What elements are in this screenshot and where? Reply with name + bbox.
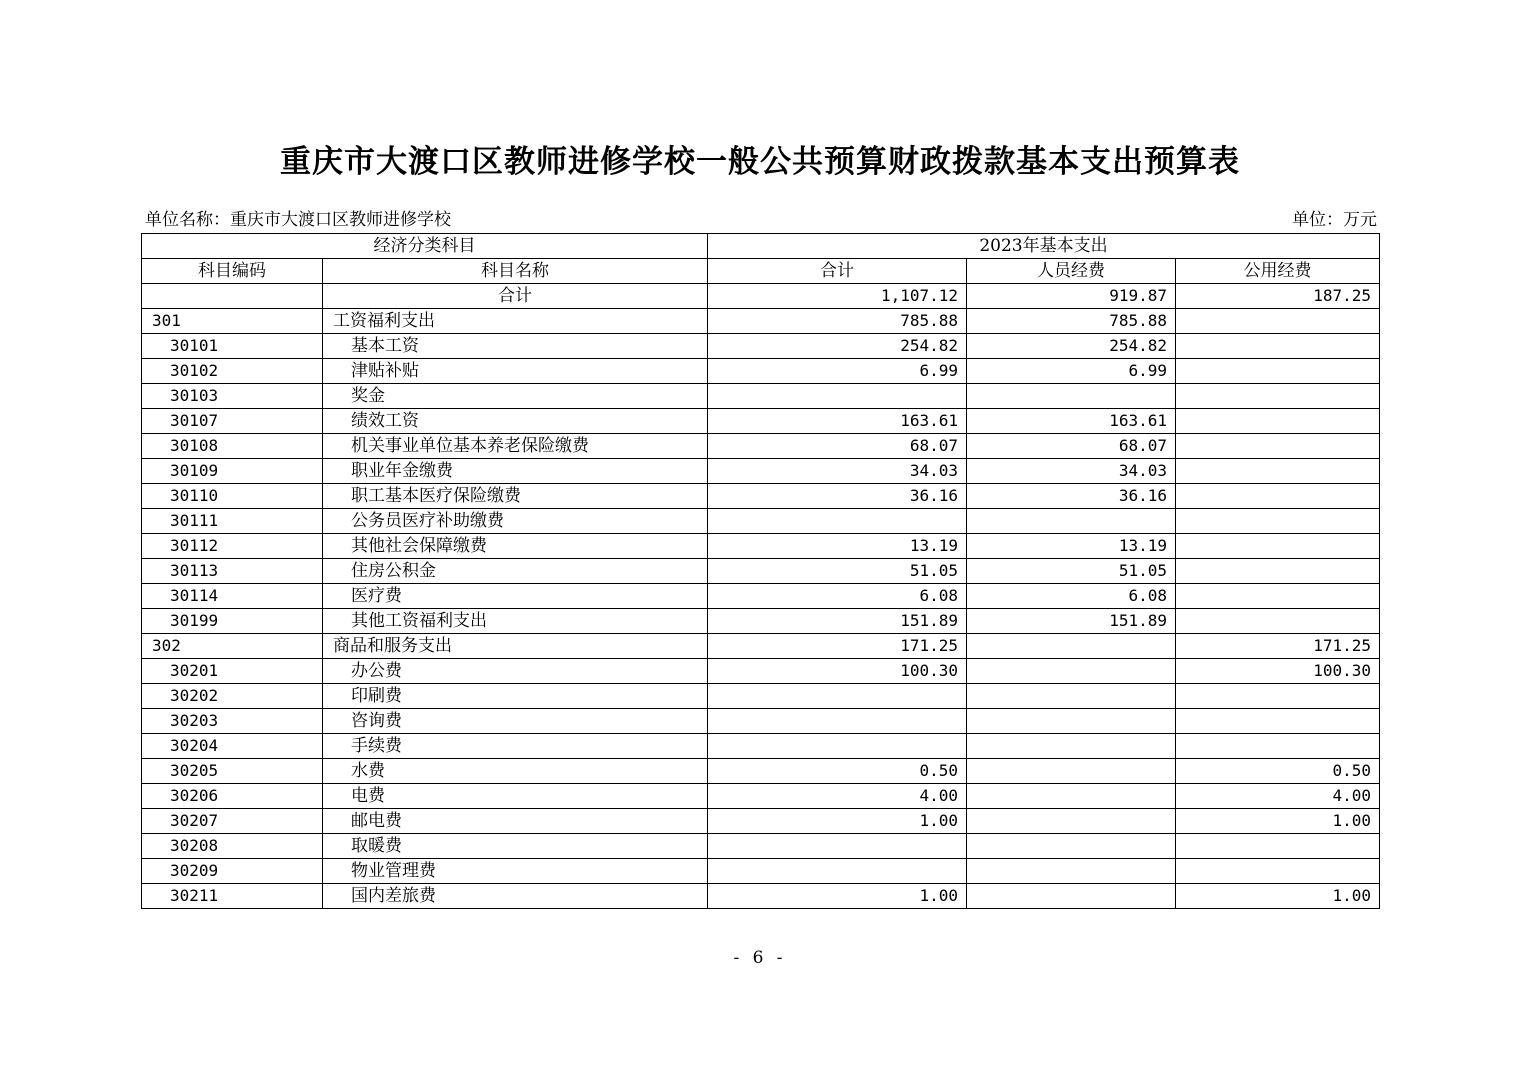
row-public-expense bbox=[1176, 584, 1380, 609]
table-row bbox=[142, 609, 1380, 634]
row-personnel-expense bbox=[967, 634, 1176, 659]
row-subject-name: 商品和服务支出 bbox=[323, 634, 708, 659]
row-personnel-expense: 6.99 bbox=[967, 359, 1176, 384]
table-row bbox=[142, 359, 1380, 384]
row-total: 51.05 bbox=[708, 559, 967, 584]
row-subject-name: 取暖费 bbox=[323, 834, 708, 859]
row-subject-name: 津贴补贴 bbox=[323, 359, 708, 384]
row-personnel-expense: 151.89 bbox=[967, 609, 1176, 634]
row-total: 1.00 bbox=[708, 884, 967, 909]
row-total: 4.00 bbox=[708, 784, 967, 809]
row-subject-code: 30113 bbox=[142, 559, 323, 584]
row-subject-name: 咨询费 bbox=[323, 709, 708, 734]
row-subject-name: 职业年金缴费 bbox=[323, 459, 708, 484]
row-subject-name: 医疗费 bbox=[323, 584, 708, 609]
row-total: 0.50 bbox=[708, 759, 967, 784]
table-row bbox=[142, 584, 1380, 609]
row-total: 151.89 bbox=[708, 609, 967, 634]
row-total: 6.99 bbox=[708, 359, 967, 384]
row-subject-name: 公务员医疗补助缴费 bbox=[323, 509, 708, 534]
row-subject-code: 30204 bbox=[142, 734, 323, 759]
row-total bbox=[708, 834, 967, 859]
row-total: 68.07 bbox=[708, 434, 967, 459]
row-total: 171.25 bbox=[708, 634, 967, 659]
row-public-expense bbox=[1176, 484, 1380, 509]
header-public-expense: 公用经费 bbox=[1176, 259, 1380, 284]
table-row bbox=[142, 559, 1380, 584]
row-total: 1.00 bbox=[708, 809, 967, 834]
row-total: 254.82 bbox=[708, 334, 967, 359]
row-total: 13.19 bbox=[708, 534, 967, 559]
row-subject-code: 30209 bbox=[142, 859, 323, 884]
row-subject-name: 其他工资福利支出 bbox=[323, 609, 708, 634]
row-subject-code: 30206 bbox=[142, 784, 323, 809]
row-public-expense bbox=[1176, 434, 1380, 459]
row-personnel-expense bbox=[967, 659, 1176, 684]
row-public-expense bbox=[1176, 509, 1380, 534]
row-subject-name: 其他社会保障缴费 bbox=[323, 534, 708, 559]
row-subject-name: 水费 bbox=[323, 759, 708, 784]
table-row bbox=[142, 634, 1380, 659]
row-subject-name: 邮电费 bbox=[323, 809, 708, 834]
header-subject-name: 科目名称 bbox=[323, 259, 708, 284]
row-personnel-expense bbox=[967, 709, 1176, 734]
row-public-expense: 100.30 bbox=[1176, 659, 1380, 684]
row-subject-code: 30101 bbox=[142, 334, 323, 359]
row-public-expense bbox=[1176, 384, 1380, 409]
row-subject-name: 绩效工资 bbox=[323, 409, 708, 434]
table-row bbox=[142, 534, 1380, 559]
row-subject-code: 30114 bbox=[142, 584, 323, 609]
table-row bbox=[142, 459, 1380, 484]
table-row bbox=[142, 384, 1380, 409]
budget-table bbox=[141, 233, 1380, 909]
row-subject-name: 职工基本医疗保险缴费 bbox=[323, 484, 708, 509]
row-total bbox=[708, 859, 967, 884]
row-public-expense: 171.25 bbox=[1176, 634, 1380, 659]
row-personnel-expense bbox=[967, 684, 1176, 709]
header-basic-expenditure-year: 2023年基本支出 bbox=[708, 234, 1380, 259]
row-subject-code: 30205 bbox=[142, 759, 323, 784]
header-personnel-expense: 人员经费 bbox=[967, 259, 1176, 284]
row-public-expense: 4.00 bbox=[1176, 784, 1380, 809]
row-subject-code: 30199 bbox=[142, 609, 323, 634]
row-personnel-expense bbox=[967, 734, 1176, 759]
row-total bbox=[708, 384, 967, 409]
row-subject-code: 30202 bbox=[142, 684, 323, 709]
table-row bbox=[142, 434, 1380, 459]
row-subject-name: 工资福利支出 bbox=[323, 309, 708, 334]
row-subject-name: 机关事业单位基本养老保险缴费 bbox=[323, 434, 708, 459]
table-total-row bbox=[142, 284, 1380, 309]
row-personnel-expense: 34.03 bbox=[967, 459, 1176, 484]
row-total: 34.03 bbox=[708, 459, 967, 484]
row-personnel-expense bbox=[967, 884, 1176, 909]
table-row bbox=[142, 834, 1380, 859]
row-subject-code: 30103 bbox=[142, 384, 323, 409]
row-subject-name: 基本工资 bbox=[323, 334, 708, 359]
table-group-header-row bbox=[142, 234, 1380, 259]
row-personnel-expense: 36.16 bbox=[967, 484, 1176, 509]
table-row bbox=[142, 759, 1380, 784]
row-subject-code: 30112 bbox=[142, 534, 323, 559]
row-subject-code: 30208 bbox=[142, 834, 323, 859]
row-total: 163.61 bbox=[708, 409, 967, 434]
row-subject-name: 奖金 bbox=[323, 384, 708, 409]
unit-name-label: 单位名称：重庆市大渡口区教师进修学校 bbox=[145, 210, 451, 230]
table-row bbox=[142, 684, 1380, 709]
row-public-expense bbox=[1176, 459, 1380, 484]
table-row bbox=[142, 484, 1380, 509]
row-personnel-expense bbox=[967, 759, 1176, 784]
row-subject-name: 印刷费 bbox=[323, 684, 708, 709]
row-public-expense bbox=[1176, 409, 1380, 434]
total-row-name: 合计 bbox=[323, 284, 708, 309]
row-total bbox=[708, 684, 967, 709]
row-public-expense bbox=[1176, 734, 1380, 759]
row-personnel-expense bbox=[967, 834, 1176, 859]
row-personnel-expense: 6.08 bbox=[967, 584, 1176, 609]
row-subject-name: 电费 bbox=[323, 784, 708, 809]
row-subject-name: 手续费 bbox=[323, 734, 708, 759]
table-row bbox=[142, 509, 1380, 534]
row-subject-code: 30107 bbox=[142, 409, 323, 434]
row-public-expense bbox=[1176, 859, 1380, 884]
row-subject-name: 住房公积金 bbox=[323, 559, 708, 584]
row-public-expense bbox=[1176, 334, 1380, 359]
row-subject-name: 办公费 bbox=[323, 659, 708, 684]
row-subject-code: 30211 bbox=[142, 884, 323, 909]
row-subject-code: 301 bbox=[142, 309, 323, 334]
row-personnel-expense: 68.07 bbox=[967, 434, 1176, 459]
row-subject-code: 30102 bbox=[142, 359, 323, 384]
row-subject-code: 30201 bbox=[142, 659, 323, 684]
row-total: 6.08 bbox=[708, 584, 967, 609]
row-personnel-expense: 51.05 bbox=[967, 559, 1176, 584]
row-public-expense bbox=[1176, 609, 1380, 634]
row-personnel-expense: 785.88 bbox=[967, 309, 1176, 334]
header-economic-category: 经济分类科目 bbox=[142, 234, 708, 259]
row-subject-code: 30108 bbox=[142, 434, 323, 459]
row-total bbox=[708, 734, 967, 759]
row-personnel-expense bbox=[967, 384, 1176, 409]
row-personnel-expense: 254.82 bbox=[967, 334, 1176, 359]
total-row-public: 187.25 bbox=[1176, 284, 1380, 309]
table-row bbox=[142, 334, 1380, 359]
table-row bbox=[142, 409, 1380, 434]
table-row bbox=[142, 784, 1380, 809]
row-public-expense bbox=[1176, 709, 1380, 734]
row-personnel-expense: 13.19 bbox=[967, 534, 1176, 559]
table-row bbox=[142, 884, 1380, 909]
row-public-expense bbox=[1176, 534, 1380, 559]
row-total bbox=[708, 509, 967, 534]
header-total: 合计 bbox=[708, 259, 967, 284]
row-public-expense: 1.00 bbox=[1176, 884, 1380, 909]
row-personnel-expense bbox=[967, 809, 1176, 834]
table-row bbox=[142, 709, 1380, 734]
row-personnel-expense: 163.61 bbox=[967, 409, 1176, 434]
row-total: 36.16 bbox=[708, 484, 967, 509]
page-title: 重庆市大渡口区教师进修学校一般公共预算财政拨款基本支出预算表 bbox=[280, 144, 1240, 180]
total-row-personnel: 919.87 bbox=[967, 284, 1176, 309]
row-subject-code: 30207 bbox=[142, 809, 323, 834]
row-subject-code: 30111 bbox=[142, 509, 323, 534]
row-subject-name: 国内差旅费 bbox=[323, 884, 708, 909]
table-row bbox=[142, 309, 1380, 334]
table-row bbox=[142, 859, 1380, 884]
header-subject-code: 科目编码 bbox=[142, 259, 323, 284]
row-public-expense bbox=[1176, 309, 1380, 334]
row-subject-name: 物业管理费 bbox=[323, 859, 708, 884]
row-public-expense: 0.50 bbox=[1176, 759, 1380, 784]
row-total bbox=[708, 709, 967, 734]
table-column-header-row bbox=[142, 259, 1380, 284]
row-subject-code: 30109 bbox=[142, 459, 323, 484]
row-subject-code: 302 bbox=[142, 634, 323, 659]
total-row-total: 1,107.12 bbox=[708, 284, 967, 309]
table-row bbox=[142, 659, 1380, 684]
page-number: - 6 - bbox=[733, 948, 787, 968]
row-public-expense bbox=[1176, 684, 1380, 709]
row-personnel-expense bbox=[967, 859, 1176, 884]
row-public-expense bbox=[1176, 834, 1380, 859]
currency-unit-label: 单位：万元 bbox=[1292, 210, 1377, 230]
row-total: 785.88 bbox=[708, 309, 967, 334]
total-row-code bbox=[142, 284, 323, 309]
row-public-expense: 1.00 bbox=[1176, 809, 1380, 834]
row-subject-code: 30203 bbox=[142, 709, 323, 734]
row-public-expense bbox=[1176, 559, 1380, 584]
table-row bbox=[142, 734, 1380, 759]
row-total: 100.30 bbox=[708, 659, 967, 684]
row-personnel-expense bbox=[967, 509, 1176, 534]
row-public-expense bbox=[1176, 359, 1380, 384]
row-subject-code: 30110 bbox=[142, 484, 323, 509]
row-personnel-expense bbox=[967, 784, 1176, 809]
table-row bbox=[142, 809, 1380, 834]
